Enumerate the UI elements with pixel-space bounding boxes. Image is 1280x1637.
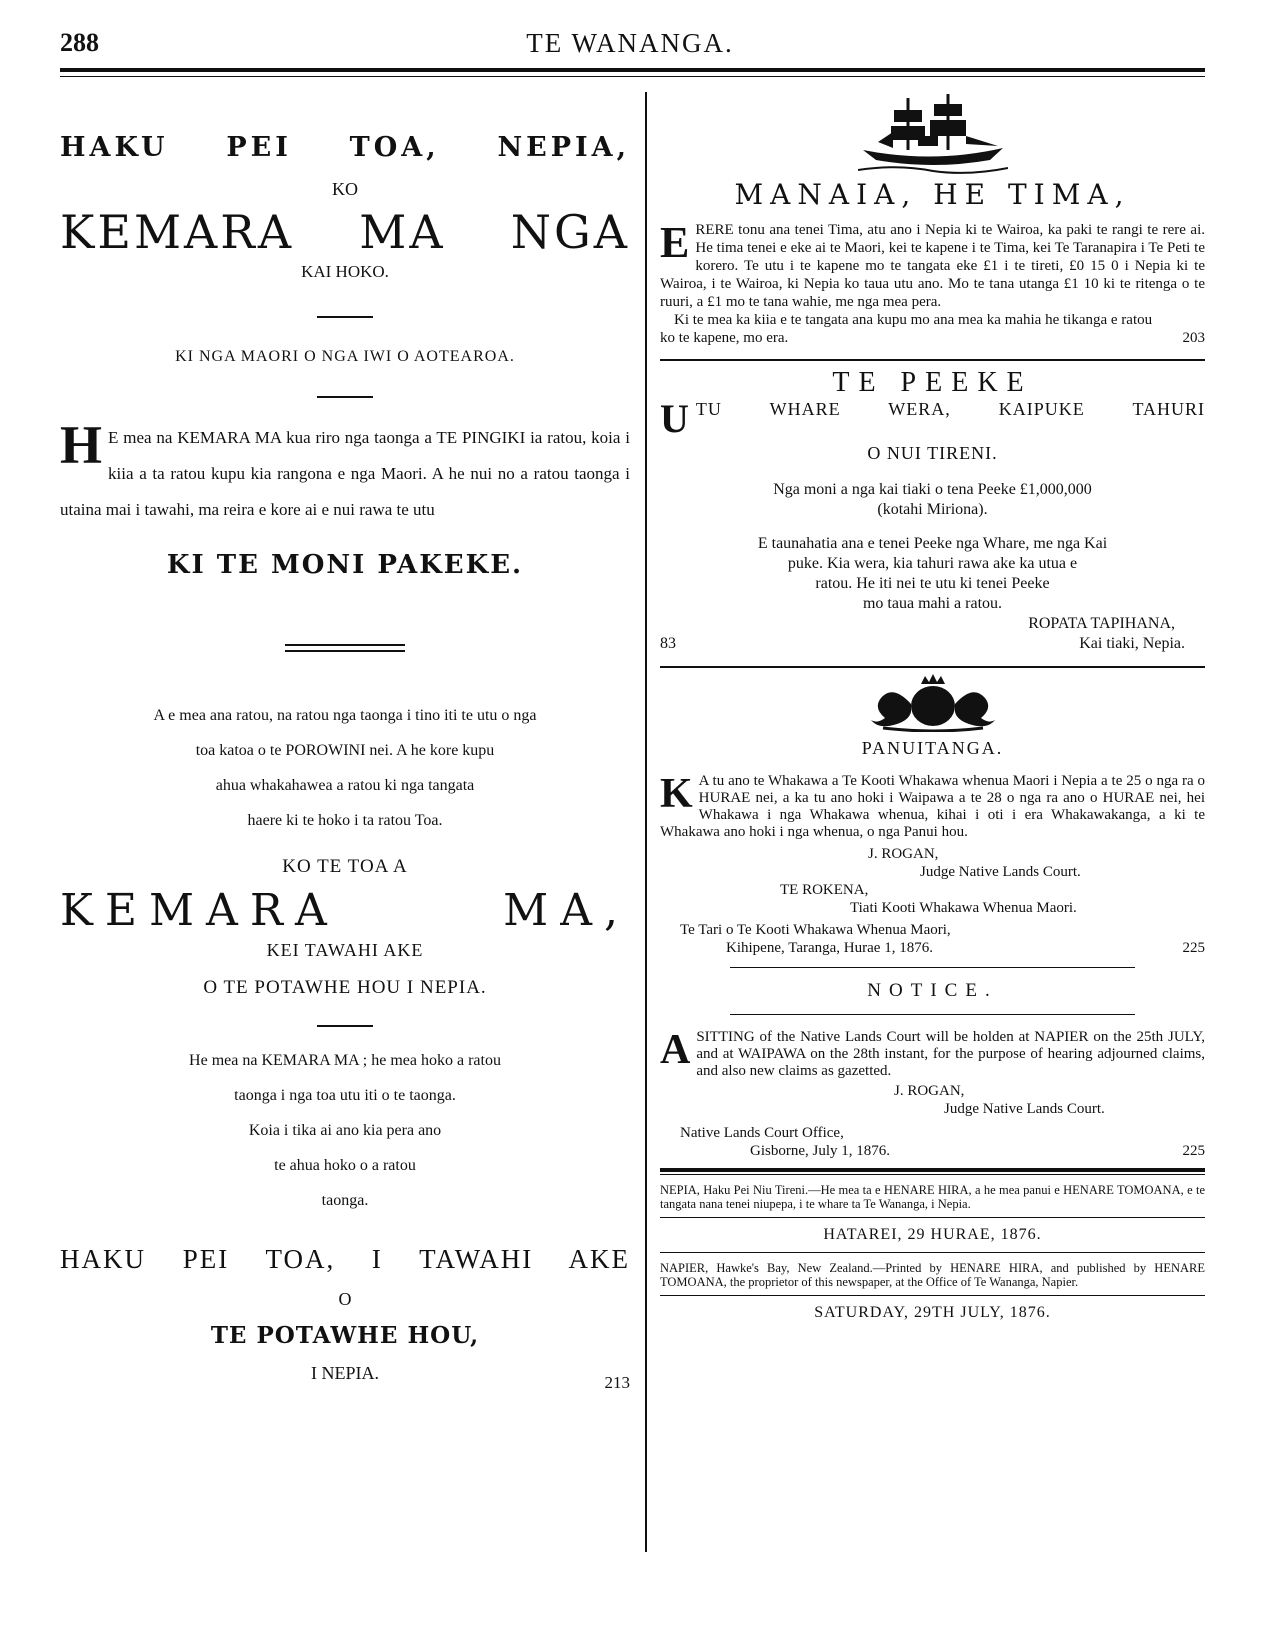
ko-text: KO <box>332 179 358 199</box>
haku-pei-toa-heading: HAKU PEI TOA, NEPIA, <box>60 132 630 163</box>
dropcap-a: A <box>660 1027 691 1073</box>
peeke-heading <box>660 399 1205 435</box>
dropcap-e: E <box>660 218 690 267</box>
kemara-ma-nga-heading: KEMARA MA NGA <box>60 205 630 259</box>
header-rule-thin <box>60 76 1205 77</box>
kemara-paragraph-text: E mea na KEMARA MA kua riro nga taonga a TE PINGIKI ia ratou, koia i kiia a ta ratou kupu kia rangona e nga Maori. A he nui no a ratou taonga i utaina mai i tawahi, ma reira e kore ai e nui rawa te utu <box>60 428 630 519</box>
kemara-ma-heading: KEMARA MA, <box>60 885 630 936</box>
peeke-heading-line-2: O NUI TIRENI. <box>867 443 998 463</box>
date-english: SATURDAY, 29TH JULY, 1876. <box>814 1304 1051 1321</box>
rule <box>660 1217 1205 1218</box>
panuitanga-text: A tu ano te Whakawa a Te Kooti Whakawa whenua Maori i Nepia a te 25 o nga ra o HURAE nei, a ka tu ano hoki i Waipawa a te 28 o nga ra ano o HURAE nei, hei Whakawa i nga Whakawa whenua, kihai i oti i era Whakawakanga, a ki te Whakawa ano hoki i nga whenua, o nga Panui hou. <box>660 773 1205 840</box>
toa-line: ahua whakahawea a ratou ki nga tangata <box>215 777 475 794</box>
ko-te-toa-heading: KO TE TOA A <box>282 856 408 877</box>
rule-thick <box>660 1168 1205 1172</box>
manaia-paragraph-2 <box>660 311 1205 347</box>
peeke-signer: ROPATA TAPIHANA, <box>1028 615 1175 632</box>
hoko-line: taonga. <box>321 1192 369 1209</box>
manaia-title: MANAIA, HE TIMA, <box>734 178 1131 211</box>
dropcap-u: U <box>660 399 690 435</box>
o-text: O <box>338 1289 352 1309</box>
hoko-line: taonga i nga toa utu iti o te taonga. <box>234 1087 456 1104</box>
notice-ad-number: 225 <box>1182 1143 1205 1159</box>
panui-footer <box>660 939 1205 957</box>
date-maori: HATAREI, 29 HURAE, 1876. <box>823 1226 1042 1243</box>
peeke-heading-line-1: TU WHARE WERA, KAIPUKE TAHURI <box>695 399 1205 419</box>
peeke-footer <box>660 634 1205 654</box>
rule <box>660 359 1205 361</box>
imprint-english: NAPIER, Hawke's Bay, New Zealand.—Printed by HENARE HIRA, and published by HENARE TOMOANA, the proprietor of this newspaper, at the Office of Te Wananga, Napier. <box>660 1261 1205 1289</box>
peeke-miriona-text: (kotahi Miriona). <box>877 501 988 518</box>
hoko-paragraph <box>60 1043 630 1218</box>
panui-sig1-title: Judge Native Lands Court. <box>920 864 1081 880</box>
header-rule-thick <box>60 68 1205 72</box>
peeke-ad-number: 83 <box>660 635 676 652</box>
manaia-text: RERE tonu ana tenei Tima, atu ano i Nepia ki te Wairoa, ka paki te rangi te rere ai. He tima tenei e eke ai te Maori, kei te kapene i te Tima, kei Te Taranapira i Te Peti te korero. Te utu i te kapene mo te tangata eke £1 i te tireti, £0 15 0 i Nepia ki te Wairoa, i te Wairoa, ki Nepia ko taua utu ano. Mo te tana utanga £1 10 ki te ritenga o te ruuri, a £1 mo te tana wahie, me nga mea pera. <box>660 222 1205 310</box>
manaia-paragraph <box>660 218 1205 311</box>
notice-sig: J. ROGAN, <box>894 1083 965 1099</box>
peeke-moni-text: Nga moni a nga kai tiaki o tena Peeke £1,000,000 <box>773 481 1092 498</box>
left-column-advertisement <box>60 120 630 1393</box>
notice-paragraph <box>660 1029 1205 1080</box>
ki-te-moni-pakeke-heading: KI TE MONI PAKEKE. <box>166 550 524 580</box>
i-nepia-text: I NEPIA. <box>311 1363 379 1383</box>
kai-hoko-text: KAI HOKO. <box>301 262 389 281</box>
notice-title: NOTICE. <box>867 980 998 1001</box>
kei-tawahi-heading: KEI TAWAHI AKE <box>266 940 424 960</box>
panui-sig1: J. ROGAN, <box>868 846 939 862</box>
panuitanga-title: PANUITANGA. <box>861 738 1004 758</box>
panuitanga-paragraph <box>660 773 1205 841</box>
rule <box>317 316 373 318</box>
peeke-line: puke. Kia wera, kia tahuri rawa ake ka utua e <box>787 555 1078 572</box>
rule-thin <box>660 1174 1205 1175</box>
ki-nga-maori-heading: KI NGA MAORI O NGA IWI O AOTEAROA. <box>175 348 515 365</box>
peeke-line: ratou. He iti nei te utu ki tenei Peeke <box>815 575 1050 592</box>
ad-number: 213 <box>604 1373 630 1392</box>
manaia-ad-number: 203 <box>1182 330 1205 346</box>
double-rule <box>285 644 405 652</box>
rule <box>660 666 1205 668</box>
panui-ad-number: 225 <box>1182 940 1205 956</box>
kemara-paragraph <box>60 415 630 528</box>
peeke-paragraph <box>660 534 1205 614</box>
notice-footer <box>660 1142 1205 1160</box>
imprint-maori: NEPIA, Haku Pei Niu Tireni.—He mea ta e HENARE HIRA, a he mea panui e HENARE TOMOANA, e te tangata nana tenei niupepa, i te whare ta Te Wananga, i Nepia. <box>660 1183 1205 1211</box>
rule <box>317 396 373 398</box>
panui-place: Kihipene, Taranga, Hurae 1, 1876. <box>726 940 933 956</box>
hoko-line: He mea na KEMARA MA ; he mea hoko a ratou <box>189 1052 501 1069</box>
te-peeke-title: TE PEEKE <box>832 367 1033 398</box>
toa-line: haere ki te hoko i ta ratou Toa. <box>247 812 443 829</box>
page-number: 288 <box>60 28 99 57</box>
hoko-line: Koia i tika ai ano kia pera ano <box>248 1122 442 1139</box>
peeke-signer-title: Kai tiaki, Nepia. <box>1079 635 1185 652</box>
notice-sig-title: Judge Native Lands Court. <box>944 1101 1105 1117</box>
sailing-ship-icon <box>858 92 1008 174</box>
rule <box>730 967 1135 968</box>
panui-sig2: TE ROKENA, <box>780 882 869 898</box>
potawhe-heading: O TE POTAWHE HOU I NEPIA. <box>203 977 487 998</box>
panui-office: Te Tari o Te Kooti Whakawa Whenua Maori, <box>680 922 951 938</box>
rule <box>660 1295 1205 1296</box>
notice-text: SITTING of the Native Lands Court will be holden at NAPIER on the 25th JULY, and at WAIPAWA on the 28th instant, for the purpose of hearing adjourned claims, and also new claims as gazetted. <box>696 1029 1205 1079</box>
rule <box>660 1252 1205 1253</box>
notice-place: Gisborne, July 1, 1876. <box>750 1143 890 1159</box>
notice-office: Native Lands Court Office, <box>680 1125 844 1141</box>
haku-pei-toa-tawahi-heading: HAKU PEI TOA, I TAWAHI AKE <box>60 1244 630 1274</box>
hoko-line: te ahua hoko o a ratou <box>274 1157 416 1174</box>
column-divider <box>645 92 647 1552</box>
toa-line: toa katoa o te POROWINI nei. A he kore kupu <box>195 742 495 759</box>
peeke-line: mo taua mahi a ratou. <box>862 595 1003 612</box>
right-column <box>660 92 1205 1322</box>
dropcap-h: H <box>60 415 103 475</box>
royal-crest-icon <box>863 674 1003 732</box>
panui-sig2-title: Tiati Kooti Whakawa Whenua Maori. <box>850 900 1077 916</box>
te-potawhe-hou-heading: TE POTAWHE HOU, <box>210 1322 480 1349</box>
page-header <box>60 28 1200 64</box>
toa-paragraph <box>60 698 630 838</box>
rule <box>730 1014 1135 1015</box>
newspaper-title: TE WANANGA. <box>526 28 734 58</box>
rule <box>317 1025 373 1027</box>
manaia-text-2: Ki te mea ka kiia e te tangata ana kupu mo ana mea ka mahia he tikanga e ratou ko te kapene, mo era. <box>660 312 1153 346</box>
peeke-line: E taunahatia ana e tenei Peeke nga Whare, me nga Kai <box>757 535 1108 552</box>
toa-line: A e mea ana ratou, na ratou nga taonga i tino iti te utu o nga <box>153 707 537 724</box>
dropcap-k: K <box>660 771 693 817</box>
